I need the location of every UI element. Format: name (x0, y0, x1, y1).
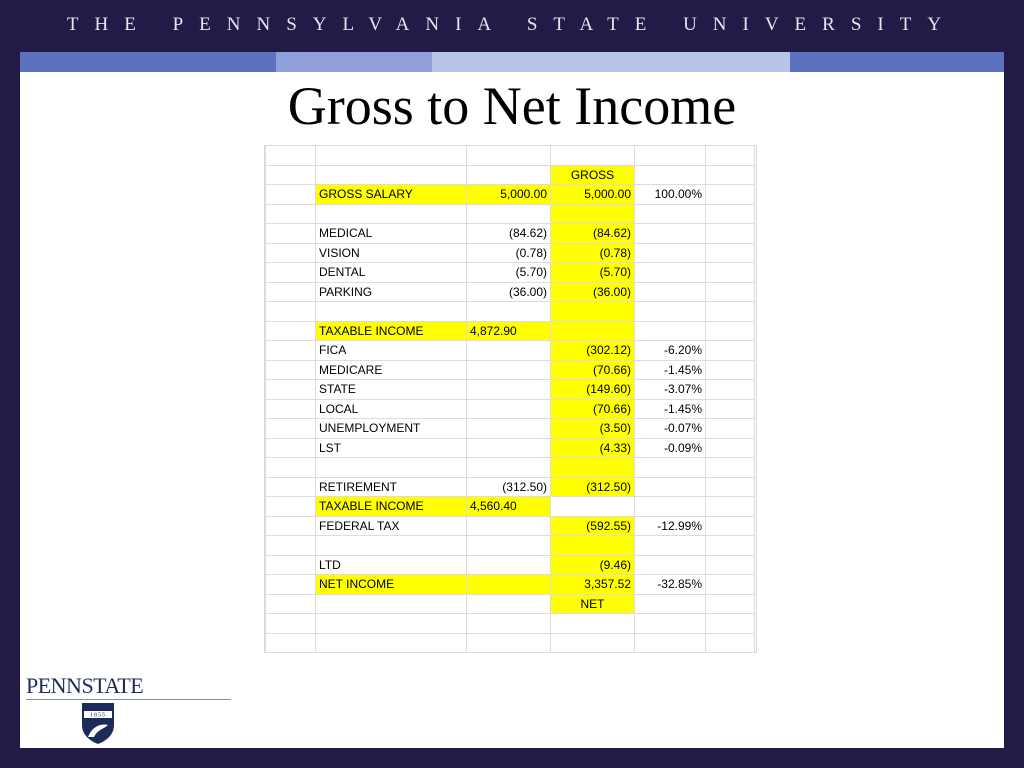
total-cell: (302.12) (551, 341, 635, 361)
row-gutter-cell (706, 360, 755, 380)
percent-cell (635, 282, 706, 302)
table-row (266, 243, 755, 263)
table-row (266, 302, 755, 322)
total-cell (551, 536, 635, 556)
percent-cell: -12.99% (635, 516, 706, 536)
total-cell: GROSS (551, 165, 635, 185)
percent-cell (635, 633, 706, 653)
accent-stripe (432, 52, 790, 72)
amount-cell (467, 536, 551, 556)
percent-cell (635, 224, 706, 244)
amount-cell: (36.00) (467, 282, 551, 302)
row-gutter-cell (706, 594, 755, 614)
table-row (266, 575, 755, 595)
row-gutter-cell (266, 204, 316, 224)
label-cell: GROSS SALARY (316, 185, 467, 205)
accent-stripe (20, 52, 276, 72)
table-row (266, 458, 755, 478)
row-gutter-cell (706, 419, 755, 439)
amount-cell: (84.62) (467, 224, 551, 244)
label-cell: LST (316, 438, 467, 458)
total-cell: (36.00) (551, 282, 635, 302)
row-gutter-cell (266, 419, 316, 439)
row-gutter-cell (706, 165, 755, 185)
row-gutter-cell (706, 555, 755, 575)
total-cell: (5.70) (551, 263, 635, 283)
table-row (266, 185, 755, 205)
total-cell (551, 497, 635, 517)
label-cell: STATE (316, 380, 467, 400)
row-gutter-cell (266, 380, 316, 400)
row-gutter-cell (706, 633, 755, 653)
table-row (266, 555, 755, 575)
row-gutter-cell (706, 380, 755, 400)
logo-wordmark: PENNSTATE (26, 673, 144, 698)
amount-cell (467, 555, 551, 575)
amount-cell: (5.70) (467, 263, 551, 283)
label-cell: RETIREMENT (316, 477, 467, 497)
percent-cell: -1.45% (635, 399, 706, 419)
row-gutter-cell (266, 497, 316, 517)
total-cell (551, 302, 635, 322)
percent-cell (635, 555, 706, 575)
label-cell (316, 633, 467, 653)
percent-cell (635, 165, 706, 185)
amount-cell (467, 438, 551, 458)
amount-cell (467, 165, 551, 185)
banner-text: THE PENNSYLVANIA STATE UNIVERSITY (66, 14, 958, 35)
percent-cell (635, 536, 706, 556)
table-row (266, 380, 755, 400)
row-gutter-cell (266, 516, 316, 536)
row-gutter-cell (706, 321, 755, 341)
logo-year: 1855 (90, 712, 106, 719)
row-gutter-cell (706, 263, 755, 283)
total-cell: 5,000.00 (551, 185, 635, 205)
table-row (266, 516, 755, 536)
amount-cell (467, 419, 551, 439)
total-cell (551, 146, 635, 166)
amount-cell (467, 458, 551, 478)
row-gutter-cell (266, 302, 316, 322)
row-gutter-cell (706, 146, 755, 166)
label-cell (316, 458, 467, 478)
label-cell (316, 165, 467, 185)
amount-cell (467, 575, 551, 595)
percent-cell: -1.45% (635, 360, 706, 380)
row-gutter-cell (266, 536, 316, 556)
row-gutter-cell (706, 536, 755, 556)
table-row (266, 360, 755, 380)
amount-cell: (312.50) (467, 477, 551, 497)
label-cell: FICA (316, 341, 467, 361)
row-gutter-cell (706, 477, 755, 497)
amount-cell (467, 146, 551, 166)
amount-cell (467, 594, 551, 614)
percent-cell (635, 614, 706, 634)
total-cell: (4.33) (551, 438, 635, 458)
label-cell (316, 594, 467, 614)
amount-cell (467, 360, 551, 380)
row-gutter-cell (266, 555, 316, 575)
row-gutter-cell (266, 633, 316, 653)
row-gutter-cell (706, 243, 755, 263)
table-row (266, 341, 755, 361)
percent-cell (635, 321, 706, 341)
row-gutter-cell (266, 146, 316, 166)
amount-cell (467, 516, 551, 536)
label-cell: NET INCOME (316, 575, 467, 595)
percent-cell (635, 243, 706, 263)
row-gutter-cell (266, 458, 316, 478)
table-row (266, 224, 755, 244)
label-cell: LOCAL (316, 399, 467, 419)
amount-cell: 5,000.00 (467, 185, 551, 205)
table-row (266, 263, 755, 283)
row-gutter-cell (266, 224, 316, 244)
amount-cell: (0.78) (467, 243, 551, 263)
amount-cell (467, 633, 551, 653)
label-cell: MEDICAL (316, 224, 467, 244)
percent-cell (635, 497, 706, 517)
row-gutter-cell (266, 185, 316, 205)
table-row (266, 594, 755, 614)
amount-cell (467, 204, 551, 224)
row-gutter-cell (266, 438, 316, 458)
percent-cell (635, 204, 706, 224)
row-gutter-cell (706, 399, 755, 419)
table-row (266, 614, 755, 634)
amount-cell (467, 614, 551, 634)
label-cell: VISION (316, 243, 467, 263)
label-cell: LTD (316, 555, 467, 575)
row-gutter-cell (266, 399, 316, 419)
percent-cell (635, 458, 706, 478)
percent-cell: -0.07% (635, 419, 706, 439)
label-cell: UNEMPLOYMENT (316, 419, 467, 439)
total-cell: (70.66) (551, 399, 635, 419)
row-gutter-cell (706, 438, 755, 458)
total-cell (551, 321, 635, 341)
percent-cell (635, 594, 706, 614)
row-gutter-cell (266, 165, 316, 185)
percent-cell (635, 263, 706, 283)
total-cell: (0.78) (551, 243, 635, 263)
row-gutter-cell (266, 341, 316, 361)
percent-cell: -0.09% (635, 438, 706, 458)
label-cell (316, 536, 467, 556)
total-cell: (149.60) (551, 380, 635, 400)
percent-cell: -6.20% (635, 341, 706, 361)
row-gutter-cell (266, 243, 316, 263)
label-cell (316, 204, 467, 224)
label-cell (316, 302, 467, 322)
amount-cell (467, 380, 551, 400)
table-row (266, 204, 755, 224)
slide-title: Gross to Net Income (287, 76, 737, 136)
row-gutter-cell (706, 516, 755, 536)
table-row (266, 477, 755, 497)
total-cell: (3.50) (551, 419, 635, 439)
label-cell (316, 146, 467, 166)
row-gutter-cell (706, 224, 755, 244)
row-gutter-cell (266, 477, 316, 497)
amount-cell (467, 302, 551, 322)
label-cell (316, 614, 467, 634)
accent-stripe (276, 52, 432, 72)
row-gutter-cell (706, 282, 755, 302)
row-gutter-cell (266, 360, 316, 380)
row-gutter-cell (706, 341, 755, 361)
row-gutter-cell (266, 263, 316, 283)
total-cell (551, 204, 635, 224)
row-gutter-cell (266, 321, 316, 341)
table-row (266, 321, 755, 341)
row-gutter-cell (706, 614, 755, 634)
table-row (266, 282, 755, 302)
row-gutter-cell (706, 204, 755, 224)
row-gutter-cell (266, 614, 316, 634)
total-cell: (84.62) (551, 224, 635, 244)
row-gutter-cell (706, 497, 755, 517)
row-gutter-cell (266, 575, 316, 595)
label-cell: PARKING (316, 282, 467, 302)
label-cell: DENTAL (316, 263, 467, 283)
logo-rule (26, 699, 231, 700)
amount-cell: 4,872.90 (467, 321, 551, 341)
table-row (266, 419, 755, 439)
total-cell: NET (551, 594, 635, 614)
row-gutter-cell (266, 594, 316, 614)
table-row (266, 438, 755, 458)
table-row (266, 146, 755, 166)
percent-cell: -3.07% (635, 380, 706, 400)
total-cell (551, 614, 635, 634)
label-cell: MEDICARE (316, 360, 467, 380)
university-banner (0, 0, 1024, 50)
table-row (266, 497, 755, 517)
row-gutter-cell (706, 575, 755, 595)
percent-cell: -32.85% (635, 575, 706, 595)
percent-cell (635, 477, 706, 497)
label-cell: TAXABLE INCOME (316, 321, 467, 341)
row-gutter-cell (266, 282, 316, 302)
total-cell: (592.55) (551, 516, 635, 536)
total-cell (551, 633, 635, 653)
table-row (266, 633, 755, 653)
label-cell: FEDERAL TAX (316, 516, 467, 536)
table-row (266, 165, 755, 185)
accent-stripe (790, 52, 1004, 72)
total-cell: (9.46) (551, 555, 635, 575)
percent-cell: 100.00% (635, 185, 706, 205)
total-cell: (312.50) (551, 477, 635, 497)
row-gutter-cell (706, 185, 755, 205)
row-gutter-cell (706, 302, 755, 322)
label-cell: TAXABLE INCOME (316, 497, 467, 517)
amount-cell: 4,560.40 (467, 497, 551, 517)
amount-cell (467, 341, 551, 361)
amount-cell (467, 399, 551, 419)
total-cell (551, 458, 635, 478)
percent-cell (635, 302, 706, 322)
table-row (266, 536, 755, 556)
total-cell: 3,357.52 (551, 575, 635, 595)
nittany-lion-shield-icon (80, 701, 116, 745)
row-gutter-cell (706, 458, 755, 478)
total-cell: (70.66) (551, 360, 635, 380)
gross-to-net-table (265, 145, 755, 653)
table-row (266, 399, 755, 419)
percent-cell (635, 146, 706, 166)
pennstate-logo (26, 673, 236, 753)
